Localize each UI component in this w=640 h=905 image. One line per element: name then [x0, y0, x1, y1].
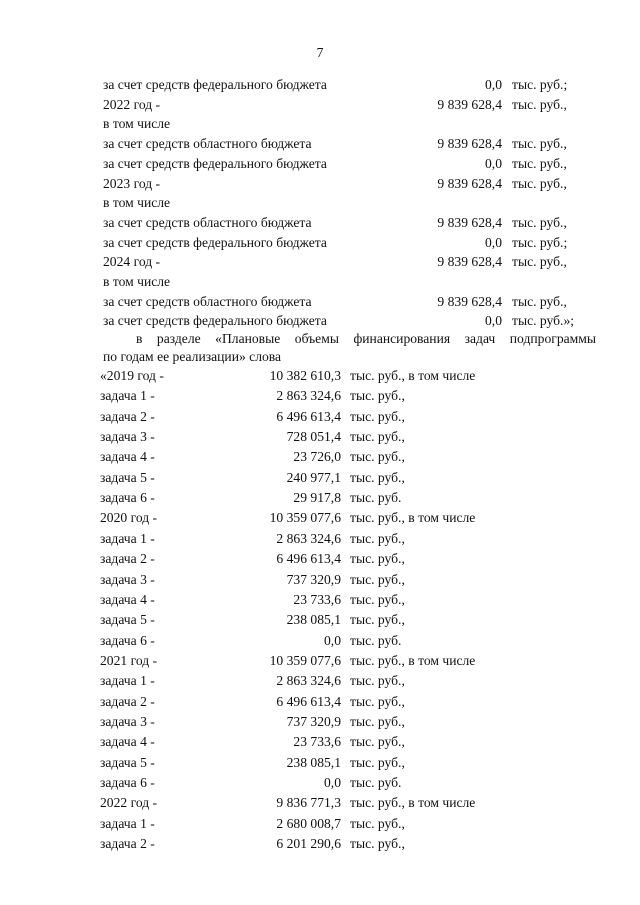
row-label: задача 6 -: [100, 632, 155, 648]
row-unit: тыс. руб.,: [512, 136, 567, 152]
row-amount: 23 726,0: [293, 449, 341, 465]
row-unit: тыс. руб.,: [350, 673, 405, 689]
row-unit: тыс. руб.,: [512, 96, 567, 112]
row-label: задача 1 -: [100, 388, 155, 404]
row-label: в том числе: [103, 195, 171, 211]
row-label: задача 5 -: [100, 754, 155, 770]
row-unit: тыс. руб.,: [350, 815, 405, 831]
row-amount: 240 977,1: [286, 469, 341, 485]
row-unit: тыс. руб.,: [512, 254, 567, 270]
row-amount: 6 496 613,4: [276, 693, 341, 709]
row-label: за счет средств областного бюджета: [103, 293, 312, 309]
page-number: 7: [316, 45, 324, 60]
row-unit: тыс. руб.,: [350, 449, 405, 465]
row-amount: 9 836 771,3: [276, 795, 341, 811]
row-label: за счет средств областного бюджета: [103, 214, 312, 230]
row-label: за счет средств федерального бюджета: [103, 234, 327, 250]
row-unit: тыс. руб.,: [350, 530, 405, 546]
row-label: 2021 год -: [100, 652, 158, 668]
row-amount: 238 085,1: [286, 754, 341, 770]
row-amount: [380, 273, 502, 291]
row-label: задача 6 -: [100, 490, 155, 506]
row-amount: 2 863 324,6: [276, 530, 341, 546]
row-label: задача 2 -: [100, 408, 155, 424]
row-amount: 2 863 324,6: [276, 388, 341, 404]
row-amount: 737 320,9: [286, 571, 341, 587]
row-amount: 0,0: [485, 313, 502, 329]
row-amount: 10 359 077,6: [269, 652, 341, 668]
row-unit: тыс. руб.,: [350, 469, 405, 485]
row-label: задача 2 -: [100, 693, 155, 709]
row-unit: тыс. руб.,: [350, 693, 405, 709]
row-label: 2023 год -: [103, 175, 161, 191]
row-unit: тыс. руб.;: [512, 77, 568, 92]
row-amount: 9 839 628,4: [437, 96, 502, 112]
row-amount: 6 201 290,6: [276, 836, 341, 852]
row-unit: тыс. руб.: [350, 775, 402, 790]
row-unit: тыс. руб.,: [350, 836, 405, 852]
row-label: задача 2 -: [100, 836, 155, 852]
row-label: задача 4 -: [100, 734, 155, 750]
row-unit: тыс. руб.: [350, 632, 402, 648]
row-unit: тыс. руб.,: [350, 388, 405, 404]
row-amount: 10 359 077,6: [269, 510, 341, 526]
row-unit: тыс. руб.,: [350, 754, 405, 770]
row-amount: [380, 194, 502, 212]
paragraph-text: в разделе «Плановые объемы финансирования задач подпрограммы: [136, 331, 596, 346]
row-amount: 2 863 324,6: [276, 673, 341, 689]
row-unit: тыс. руб.,: [512, 214, 567, 230]
row-amount: 238 085,1: [286, 612, 341, 628]
row-unit: тыс. руб.,: [512, 175, 567, 191]
row-label: задача 3 -: [100, 713, 155, 729]
row-label: задача 3 -: [100, 571, 155, 587]
row-label: задача 4 -: [100, 591, 155, 607]
row-label: за счет средств федерального бюджета: [103, 77, 327, 92]
row-label: 2022 год -: [100, 795, 158, 811]
row-unit: тыс. руб.,: [512, 293, 567, 309]
row-amount: 9 839 628,4: [437, 136, 502, 152]
row-amount: 0,0: [485, 234, 502, 250]
row-unit: тыс. руб.,: [350, 713, 405, 729]
row-label: 2020 год -: [100, 510, 158, 526]
row-label: задача 1 -: [100, 530, 155, 546]
row-amount: 0,0: [485, 77, 502, 92]
row-amount: 9 839 628,4: [437, 293, 502, 309]
row-label: за счет средств федерального бюджета: [103, 313, 327, 329]
row-label: за счет средств областного бюджета: [103, 136, 312, 152]
row-amount: 29 917,8: [293, 490, 341, 506]
row-amount: [380, 115, 502, 133]
row-label: 2022 год -: [103, 96, 161, 112]
row-unit: тыс. руб.,: [512, 155, 567, 171]
row-label: задача 5 -: [100, 612, 155, 628]
row-unit: тыс. руб.,: [350, 612, 405, 628]
row-amount: 728 051,4: [286, 429, 341, 445]
row-amount: 23 733,6: [293, 591, 341, 607]
row-unit: тыс. руб.,: [350, 734, 405, 750]
row-amount: 2 680 008,7: [276, 815, 341, 831]
row-amount: 0,0: [485, 155, 502, 171]
row-label: задача 2 -: [100, 551, 155, 567]
row-unit: тыс. руб., в том числе: [350, 652, 476, 668]
row-unit: тыс. руб.»;: [512, 313, 575, 329]
row-unit: тыс. руб., в том числе: [350, 510, 476, 526]
row-amount: 0,0: [324, 632, 341, 648]
row-label: задача 1 -: [100, 815, 155, 831]
paragraph-text-continued: по годам ее реализации» слова: [103, 349, 282, 364]
row-label: «2019 год -: [100, 368, 164, 383]
row-label: в том числе: [103, 116, 171, 132]
row-amount: 9 839 628,4: [437, 175, 502, 191]
row-unit: тыс. руб.,: [350, 551, 405, 567]
row-unit: тыс. руб., в том числе: [350, 368, 476, 383]
row-label: задача 1 -: [100, 673, 155, 689]
row-unit: тыс. руб.;: [512, 234, 568, 250]
row-amount: 737 320,9: [286, 713, 341, 729]
row-unit: тыс. руб., в том числе: [350, 795, 476, 811]
row-amount: 23 733,6: [293, 734, 341, 750]
row-amount: 0,0: [324, 775, 341, 790]
row-amount: 6 496 613,4: [276, 408, 341, 424]
row-amount: 6 496 613,4: [276, 551, 341, 567]
row-label: задача 6 -: [100, 775, 155, 790]
row-unit: тыс. руб.,: [350, 429, 405, 445]
row-amount: 9 839 628,4: [437, 254, 502, 270]
row-unit: тыс. руб.,: [350, 591, 405, 607]
row-amount: 9 839 628,4: [437, 214, 502, 230]
row-unit: тыс. руб.,: [350, 571, 405, 587]
row-label: задача 4 -: [100, 449, 155, 465]
row-unit: тыс. руб.,: [350, 408, 405, 424]
row-unit: тыс. руб.: [350, 490, 402, 506]
row-label: за счет средств федерального бюджета: [103, 155, 327, 171]
row-label: задача 3 -: [100, 429, 155, 445]
row-label: 2024 год -: [103, 254, 161, 270]
row-label: задача 5 -: [100, 469, 155, 485]
row-label: в том числе: [103, 274, 171, 289]
row-amount: 10 382 610,3: [269, 368, 341, 383]
